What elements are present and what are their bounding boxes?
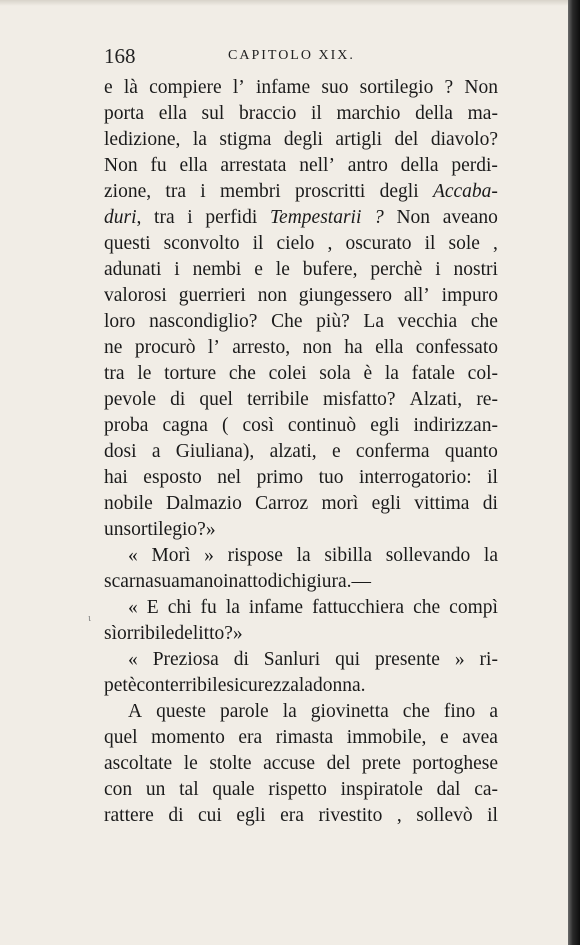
text-line [104,387,498,413]
word: all’ [403,285,430,306]
word: atto [238,571,268,592]
text-line [104,413,498,439]
word: indirizzan- [413,415,498,436]
word: donna. [312,675,366,696]
word: la [483,545,498,566]
word: » [205,519,216,540]
word: giungessero [298,285,392,306]
word: il [424,233,436,254]
word: sì [104,623,118,644]
word: petè [104,675,137,696]
word: e [104,77,113,98]
text-line [104,699,498,725]
word: infame [248,597,304,618]
word: ca- [474,779,498,800]
word: che [402,701,430,722]
word: orribile [117,623,175,644]
word: la [225,597,240,618]
word: perchè [370,259,423,280]
word: tra [165,181,186,202]
word: accuse [263,753,316,774]
text-line [104,673,498,699]
word: sollevando [385,545,471,566]
text-line [104,179,498,205]
word: a [151,441,161,462]
text-line [104,517,498,543]
word: zione, [104,181,152,202]
text-line [104,127,498,153]
word: bufere, [302,259,358,280]
word: di [267,571,283,592]
word: continuò [287,415,357,436]
text-line [104,543,498,569]
word: rivestito [318,805,383,826]
page-top-edge [0,0,568,6]
word: fu [200,597,217,618]
word: a [489,701,498,722]
word: confessato [415,337,498,358]
word: ? [374,207,384,228]
word: artigli [335,129,382,150]
word: compiere [149,77,222,98]
word: aveano [442,207,498,228]
word: degli [283,129,323,150]
word: Non [104,155,138,176]
word: ? [224,623,233,644]
word: stolte [209,753,252,774]
word: terribile [247,389,309,410]
text-line [104,621,498,647]
word: nascondiglio? [149,311,258,332]
word: quel [199,389,233,410]
word: ma- [467,103,498,124]
body-text [104,75,498,829]
word: scarna [104,571,154,592]
word: nostri [453,259,498,280]
word: primo [256,467,304,488]
word: duri, [104,207,142,228]
word: ( [221,415,229,436]
word: sortilegio [123,519,198,540]
word: conferma [355,441,430,462]
word: e [439,727,449,748]
word: cagna [162,415,208,436]
word: fattucchiera [312,597,405,618]
word: Che [271,311,303,332]
word: valorosi [104,285,167,306]
word: oscurato [345,233,412,254]
word: tra [104,363,125,384]
word: che [470,311,498,332]
word: era [280,805,304,826]
word: vecchia [397,311,458,332]
word: membri [220,181,281,202]
word: le [275,259,290,280]
word: interrogatorio: [359,467,472,488]
word: sola [319,363,351,384]
word: La [363,311,384,332]
word: Alzati, [409,389,463,410]
word: suo [321,77,349,98]
word: Giuliana), [175,441,255,462]
word: queste [156,701,206,722]
text-line [104,725,498,751]
word: , [493,233,498,254]
text-line [104,205,498,231]
word: , [396,805,402,826]
word: sole [448,233,480,254]
word: compì [449,597,498,618]
word: momento [151,727,225,748]
word: esposto [143,467,202,488]
text-line [104,257,498,283]
word: arrestata [220,155,287,176]
word: la [296,545,311,566]
word: qui [335,649,360,670]
word: giura. [306,571,352,592]
word: tal [179,779,199,800]
word: non [257,285,287,306]
word: rimasta [275,727,334,748]
word: guerrieri [178,285,246,306]
text-line [104,309,498,335]
word: perfidi [205,207,258,228]
word: rispetto [268,779,327,800]
word: ne [104,337,123,358]
word: era [238,727,263,748]
word: » [204,545,214,566]
word: del [394,129,419,150]
word: la [192,129,207,150]
text-line [104,569,498,595]
word: della [415,103,453,124]
word: stigma [219,129,272,150]
word: ? [444,77,454,98]
word: il [487,467,498,488]
word: presente [374,649,440,670]
word: pevole [104,389,156,410]
word: prete [361,753,401,774]
word: « [128,649,138,670]
word: arresto, [232,337,291,358]
word: fatale [411,363,455,384]
word: hai [104,467,128,488]
word: A [128,701,143,722]
word: della [400,155,439,176]
word: nobile [104,493,153,514]
word: portoghese [412,753,498,774]
word: fino [443,701,476,722]
word: Morì [151,545,191,566]
word: proba [104,415,149,436]
word: questi [104,233,151,254]
text-line [104,595,498,621]
text-line [104,335,498,361]
word: cui [198,805,222,826]
word: ella [179,155,208,176]
word: rispose [227,545,283,566]
word: marchio [336,103,401,124]
word: sollevò [416,805,473,826]
word: il [311,103,322,124]
word: nel [217,467,242,488]
word: ella [375,337,404,358]
word: del [326,753,351,774]
word: è [363,363,373,384]
word: con [104,779,133,800]
running-head [104,44,504,72]
text-line [104,803,498,829]
word: Accaba- [432,181,498,202]
word: chi [167,597,192,618]
word: i [174,259,180,280]
word: di [168,805,184,826]
word: in [223,571,239,592]
word: non [302,337,332,358]
word: degli [379,181,419,202]
word: « [128,597,138,618]
word: » [454,649,465,670]
word: — [351,571,372,592]
page-number: 168 [104,44,136,68]
word: che [228,363,256,384]
word: tuo [318,467,344,488]
chapter-title: CAPITOLO XIX. [228,48,355,63]
word: egli [371,493,401,514]
word: e [331,441,341,462]
word: là [123,77,138,98]
word: nembi [192,259,242,280]
word: la [298,675,313,696]
word: Non [396,207,431,228]
word: braccio [238,103,297,124]
word: di [482,493,498,514]
word: chi [282,571,307,592]
word: vittima [414,493,470,514]
word: col- [467,363,498,384]
word: procurò [134,337,196,358]
text-line [104,439,498,465]
margin-mark: ι [88,612,91,624]
word: E [146,597,159,618]
word: Tempestarii [270,207,362,228]
word: che [413,597,441,618]
word: avea [462,727,498,748]
word: ? [197,519,206,540]
word: giovinetta [310,701,389,722]
word: quale [212,779,255,800]
word: terribile [164,675,227,696]
word: morì [321,493,359,514]
word: sicurezza [226,675,299,696]
word: sibilla [324,545,373,566]
word: ri- [479,649,498,670]
word: così [242,415,274,436]
word: Preziosa [152,649,219,670]
word: cielo [276,233,315,254]
word: la [282,701,297,722]
word: adunati [104,259,162,280]
word: inspiratole [340,779,423,800]
word: dal [436,779,461,800]
word: i [200,181,206,202]
word: quanto [444,441,498,462]
word: sul [201,103,225,124]
word: i [435,259,441,280]
word: diavolo? [430,129,498,150]
word: Sanluri [263,649,321,670]
word: più? [316,311,350,332]
word: l’ [207,337,220,358]
word: un [145,779,166,800]
word: ha [344,337,363,358]
word: porta [104,103,145,124]
text-line [104,465,498,491]
word: ascoltate [104,753,173,774]
word: immobile, [346,727,427,748]
word: un [104,519,124,540]
word: con [136,675,165,696]
text-line [104,777,498,803]
word: ella [158,103,187,124]
word: antro [347,155,388,176]
word: alzati, [269,441,317,462]
word: perdi- [451,155,498,176]
word: egli [370,415,400,436]
text-line [104,361,498,387]
word: Non [464,77,498,98]
word: impuro [441,285,498,306]
word: di [233,649,249,670]
word: colei [268,363,307,384]
word: di [170,389,186,410]
word: egli [236,805,266,826]
word: dosi [104,441,137,462]
word: fu [150,155,167,176]
word: infame [256,77,311,98]
word: il [487,805,498,826]
word: Dalmazio [166,493,242,514]
text-line [104,491,498,517]
word: sua [153,571,180,592]
word: parole [219,701,269,722]
text-line [104,101,498,127]
text-line [104,647,498,673]
word: torture [164,363,217,384]
word: sortilegio [359,77,434,98]
word: sconvolto [163,233,240,254]
word: ledizione, [104,129,181,150]
word: i [187,207,193,228]
word: e [254,259,263,280]
page-right-edge-shadow [568,0,580,945]
word: quel [104,727,138,748]
word: tra [154,207,175,228]
word: misfatto? [322,389,396,410]
word: » [232,623,243,644]
text-line [104,751,498,777]
word: , [327,233,333,254]
word: « [128,545,138,566]
word: le [183,753,198,774]
word: la [384,363,399,384]
word: le [137,363,152,384]
word: Carroz [255,493,309,514]
word: proscritti [294,181,366,202]
text-line [104,153,498,179]
word: mano [179,571,224,592]
word: delitto [174,623,225,644]
word: re- [476,389,498,410]
word: rattere [104,805,154,826]
text-line [104,283,498,309]
text-line [104,75,498,101]
text-line [104,231,498,257]
word: nell’ [299,155,335,176]
word: il [252,233,264,254]
word: l’ [232,77,245,98]
word: loro [104,311,136,332]
